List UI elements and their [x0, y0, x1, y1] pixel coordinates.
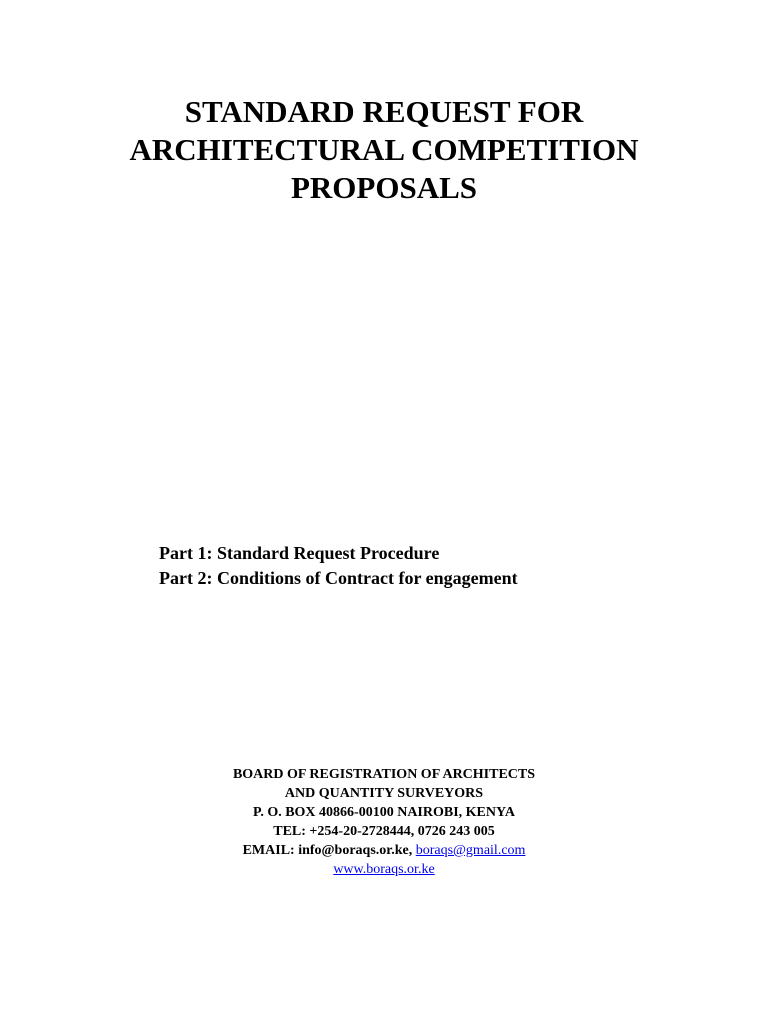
org-name-line-1: BOARD OF REGISTRATION OF ARCHITECTS	[232, 767, 536, 782]
parts-list	[159, 541, 518, 591]
part-2: Part 2: Conditions of Contract for engagement	[159, 568, 518, 588]
title-line-1: STANDARD REQUEST FOR	[184, 94, 584, 129]
email-prefix: EMAIL: info@boraqs.or.ke,	[242, 843, 416, 858]
email-link[interactable]: boraqs@gmail.com	[415, 843, 526, 858]
title-line-2: ARCHITECTURAL COMPETITION	[129, 132, 639, 167]
document-title	[0, 93, 768, 207]
title-line-3: PROPOSALS	[290, 170, 478, 205]
email-line	[0, 841, 768, 860]
website-line	[0, 860, 768, 879]
website-link[interactable]: www.boraqs.or.ke	[333, 862, 435, 877]
telephone: TEL: +254-20-2728444, 0726 243 005	[273, 824, 495, 839]
contact-block	[0, 765, 768, 879]
org-name-line-2: AND QUANTITY SURVEYORS	[284, 786, 484, 801]
part-1: Part 1: Standard Request Procedure	[159, 543, 440, 563]
postal-address: P. O. BOX 40866-00100 NAIROBI, KENYA	[253, 805, 515, 820]
